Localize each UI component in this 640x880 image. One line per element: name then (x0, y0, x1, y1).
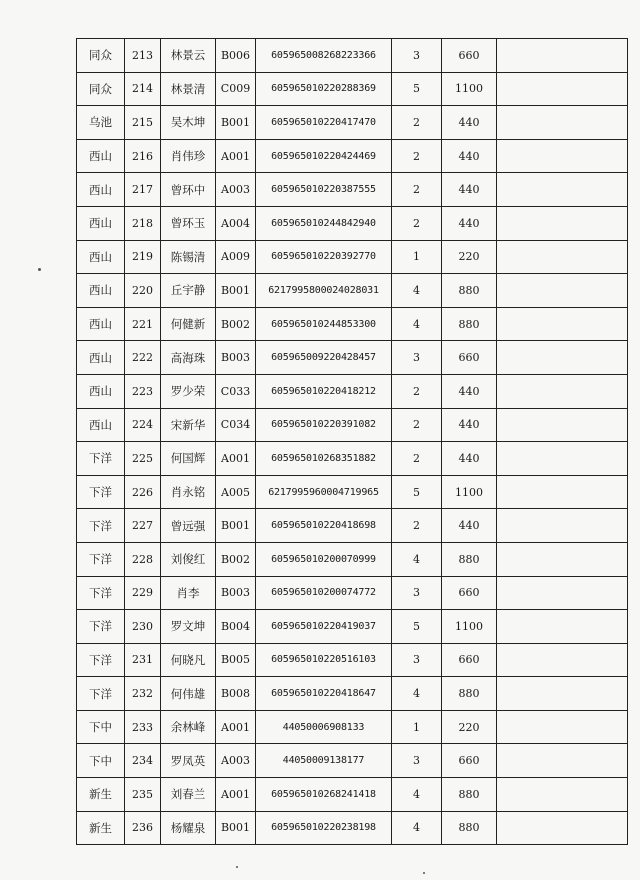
cell-note (497, 106, 628, 140)
cell-name: 宋新华 (161, 408, 216, 442)
cell-code: A001 (216, 139, 256, 173)
cell-account-number: 605965010268351882 (256, 442, 392, 476)
cell-quantity: 5 (392, 475, 442, 509)
cell-quantity: 1 (392, 710, 442, 744)
cell-code: A003 (216, 744, 256, 778)
cell-name: 吴木坤 (161, 106, 216, 140)
cell-amount: 440 (442, 139, 497, 173)
cell-area: 下中 (77, 710, 125, 744)
cell-area: 下洋 (77, 542, 125, 576)
table-row (77, 778, 628, 812)
cell-note (497, 240, 628, 274)
cell-serial-number: 234 (125, 744, 161, 778)
cell-area: 西山 (77, 408, 125, 442)
table-row (77, 677, 628, 711)
table-row (77, 173, 628, 207)
cell-amount: 1100 (442, 475, 497, 509)
cell-quantity: 3 (392, 341, 442, 375)
table-row (77, 72, 628, 106)
cell-note (497, 542, 628, 576)
cell-amount: 440 (442, 106, 497, 140)
cell-code: B001 (216, 274, 256, 308)
cell-amount: 440 (442, 509, 497, 543)
cell-code: A005 (216, 475, 256, 509)
table-row (77, 39, 628, 73)
cell-note (497, 677, 628, 711)
cell-account-number: 605965010220424469 (256, 139, 392, 173)
cell-code: B001 (216, 509, 256, 543)
table-row (77, 341, 628, 375)
cell-area: 西山 (77, 341, 125, 375)
cell-quantity: 5 (392, 610, 442, 644)
cell-serial-number: 226 (125, 475, 161, 509)
cell-code: B003 (216, 341, 256, 375)
cell-code: A004 (216, 206, 256, 240)
cell-code: C033 (216, 374, 256, 408)
cell-account-number: 605965010220419037 (256, 610, 392, 644)
cell-name: 曾远强 (161, 509, 216, 543)
cell-area: 新生 (77, 811, 125, 845)
cell-name: 余林峰 (161, 710, 216, 744)
cell-note (497, 374, 628, 408)
cell-serial-number: 216 (125, 139, 161, 173)
cell-quantity: 2 (392, 408, 442, 442)
cell-quantity: 3 (392, 643, 442, 677)
cell-code: B004 (216, 610, 256, 644)
cell-amount: 660 (442, 744, 497, 778)
cell-code: B003 (216, 576, 256, 610)
cell-amount: 880 (442, 274, 497, 308)
table-row (77, 307, 628, 341)
cell-name: 罗文坤 (161, 610, 216, 644)
cell-area: 下洋 (77, 475, 125, 509)
cell-area: 西山 (77, 240, 125, 274)
cell-quantity: 4 (392, 811, 442, 845)
cell-area: 西山 (77, 173, 125, 207)
cell-area: 下洋 (77, 442, 125, 476)
cell-amount: 880 (442, 307, 497, 341)
cell-code: A003 (216, 173, 256, 207)
cell-code: B001 (216, 106, 256, 140)
cell-area: 西山 (77, 206, 125, 240)
cell-area: 西山 (77, 307, 125, 341)
table-row (77, 610, 628, 644)
cell-quantity: 4 (392, 542, 442, 576)
scan-speck (423, 872, 425, 874)
table-row (77, 643, 628, 677)
table-row (77, 710, 628, 744)
cell-amount: 660 (442, 39, 497, 73)
cell-serial-number: 224 (125, 408, 161, 442)
cell-code: B002 (216, 542, 256, 576)
cell-area: 下洋 (77, 509, 125, 543)
cell-serial-number: 219 (125, 240, 161, 274)
cell-quantity: 3 (392, 576, 442, 610)
cell-code: A001 (216, 710, 256, 744)
table-row (77, 475, 628, 509)
cell-note (497, 811, 628, 845)
cell-name: 陈锡清 (161, 240, 216, 274)
cell-area: 新生 (77, 778, 125, 812)
cell-note (497, 442, 628, 476)
cell-quantity: 5 (392, 72, 442, 106)
cell-area: 同众 (77, 72, 125, 106)
table-row (77, 576, 628, 610)
cell-serial-number: 215 (125, 106, 161, 140)
cell-name: 罗凤英 (161, 744, 216, 778)
cell-name: 高海珠 (161, 341, 216, 375)
cell-area: 乌池 (77, 106, 125, 140)
cell-name: 林景清 (161, 72, 216, 106)
cell-quantity: 2 (392, 509, 442, 543)
cell-code: B002 (216, 307, 256, 341)
cell-amount: 220 (442, 240, 497, 274)
cell-quantity: 4 (392, 677, 442, 711)
cell-account-number: 605965010200070999 (256, 542, 392, 576)
cell-account-number: 605965008268223366 (256, 39, 392, 73)
cell-serial-number: 217 (125, 173, 161, 207)
cell-name: 曾环玉 (161, 206, 216, 240)
table-row (77, 811, 628, 845)
cell-note (497, 139, 628, 173)
cell-serial-number: 214 (125, 72, 161, 106)
cell-serial-number: 222 (125, 341, 161, 375)
cell-name: 肖李 (161, 576, 216, 610)
cell-quantity: 2 (392, 374, 442, 408)
cell-amount: 440 (442, 374, 497, 408)
table-row (77, 744, 628, 778)
cell-quantity: 4 (392, 307, 442, 341)
cell-amount: 880 (442, 542, 497, 576)
cell-quantity: 2 (392, 106, 442, 140)
records-table (76, 38, 628, 845)
cell-account-number: 605965010220288369 (256, 72, 392, 106)
table-row (77, 240, 628, 274)
cell-note (497, 307, 628, 341)
cell-code: C034 (216, 408, 256, 442)
cell-serial-number: 235 (125, 778, 161, 812)
cell-code: B008 (216, 677, 256, 711)
cell-area: 下洋 (77, 677, 125, 711)
cell-note (497, 341, 628, 375)
cell-serial-number: 225 (125, 442, 161, 476)
cell-account-number: 605965010220418647 (256, 677, 392, 711)
cell-name: 何健新 (161, 307, 216, 341)
cell-code: B001 (216, 811, 256, 845)
table-row (77, 509, 628, 543)
cell-serial-number: 229 (125, 576, 161, 610)
cell-account-number: 44050009138177 (256, 744, 392, 778)
scan-speck (236, 866, 238, 868)
cell-account-number: 6217995800024028031 (256, 274, 392, 308)
cell-area: 西山 (77, 374, 125, 408)
cell-amount: 1100 (442, 610, 497, 644)
cell-amount: 440 (442, 442, 497, 476)
cell-name: 罗少荣 (161, 374, 216, 408)
cell-note (497, 173, 628, 207)
cell-note (497, 744, 628, 778)
cell-quantity: 2 (392, 206, 442, 240)
cell-note (497, 274, 628, 308)
cell-name: 肖伟珍 (161, 139, 216, 173)
cell-account-number: 605965009220428457 (256, 341, 392, 375)
cell-area: 下中 (77, 744, 125, 778)
cell-name: 杨耀泉 (161, 811, 216, 845)
cell-amount: 880 (442, 811, 497, 845)
cell-area: 同众 (77, 39, 125, 73)
cell-note (497, 778, 628, 812)
cell-account-number: 605965010220391082 (256, 408, 392, 442)
cell-serial-number: 232 (125, 677, 161, 711)
cell-area: 下洋 (77, 643, 125, 677)
cell-code: A009 (216, 240, 256, 274)
cell-code: B006 (216, 39, 256, 73)
cell-note (497, 643, 628, 677)
cell-account-number: 605965010220392770 (256, 240, 392, 274)
cell-serial-number: 221 (125, 307, 161, 341)
cell-area: 西山 (77, 139, 125, 173)
table-body (77, 39, 628, 845)
cell-quantity: 4 (392, 274, 442, 308)
cell-name: 林景云 (161, 39, 216, 73)
cell-quantity: 3 (392, 744, 442, 778)
cell-amount: 660 (442, 643, 497, 677)
cell-account-number: 605965010220387555 (256, 173, 392, 207)
cell-amount: 440 (442, 408, 497, 442)
cell-account-number: 605965010220238198 (256, 811, 392, 845)
cell-code: A001 (216, 442, 256, 476)
cell-note (497, 39, 628, 73)
cell-quantity: 4 (392, 778, 442, 812)
cell-serial-number: 233 (125, 710, 161, 744)
cell-note (497, 408, 628, 442)
cell-amount: 440 (442, 173, 497, 207)
cell-name: 刘春兰 (161, 778, 216, 812)
table-row (77, 106, 628, 140)
cell-serial-number: 236 (125, 811, 161, 845)
table-row (77, 274, 628, 308)
table-row (77, 542, 628, 576)
cell-name: 何国辉 (161, 442, 216, 476)
cell-account-number: 44050006908133 (256, 710, 392, 744)
cell-note (497, 72, 628, 106)
cell-area: 下洋 (77, 610, 125, 644)
cell-name: 肖永铭 (161, 475, 216, 509)
cell-amount: 880 (442, 778, 497, 812)
cell-serial-number: 213 (125, 39, 161, 73)
cell-serial-number: 220 (125, 274, 161, 308)
cell-account-number: 605965010220516103 (256, 643, 392, 677)
cell-area: 西山 (77, 274, 125, 308)
cell-amount: 660 (442, 576, 497, 610)
cell-name: 何晓凡 (161, 643, 216, 677)
cell-name: 何伟雄 (161, 677, 216, 711)
scan-speck (38, 268, 41, 271)
cell-amount: 440 (442, 206, 497, 240)
cell-account-number: 605965010244842940 (256, 206, 392, 240)
cell-code: B005 (216, 643, 256, 677)
cell-account-number: 605965010220418212 (256, 374, 392, 408)
cell-area: 下洋 (77, 576, 125, 610)
cell-name: 曾环中 (161, 173, 216, 207)
cell-note (497, 206, 628, 240)
cell-note (497, 509, 628, 543)
cell-account-number: 605965010220418698 (256, 509, 392, 543)
table-row (77, 139, 628, 173)
cell-quantity: 2 (392, 442, 442, 476)
cell-quantity: 3 (392, 39, 442, 73)
cell-serial-number: 228 (125, 542, 161, 576)
cell-account-number: 605965010220417470 (256, 106, 392, 140)
cell-note (497, 475, 628, 509)
cell-name: 丘宇静 (161, 274, 216, 308)
cell-quantity: 2 (392, 139, 442, 173)
cell-account-number: 605965010244853300 (256, 307, 392, 341)
cell-account-number: 605965010268241418 (256, 778, 392, 812)
cell-account-number: 6217995960004719965 (256, 475, 392, 509)
table-row (77, 408, 628, 442)
cell-code: A001 (216, 778, 256, 812)
table-row (77, 206, 628, 240)
table-row (77, 374, 628, 408)
cell-note (497, 576, 628, 610)
cell-note (497, 610, 628, 644)
cell-amount: 1100 (442, 72, 497, 106)
cell-name: 刘俊红 (161, 542, 216, 576)
cell-serial-number: 227 (125, 509, 161, 543)
cell-quantity: 1 (392, 240, 442, 274)
cell-account-number: 605965010200074772 (256, 576, 392, 610)
cell-serial-number: 231 (125, 643, 161, 677)
cell-amount: 880 (442, 677, 497, 711)
cell-serial-number: 223 (125, 374, 161, 408)
cell-note (497, 710, 628, 744)
cell-serial-number: 218 (125, 206, 161, 240)
cell-amount: 660 (442, 341, 497, 375)
cell-code: C009 (216, 72, 256, 106)
cell-amount: 220 (442, 710, 497, 744)
cell-quantity: 2 (392, 173, 442, 207)
cell-serial-number: 230 (125, 610, 161, 644)
table-row (77, 442, 628, 476)
